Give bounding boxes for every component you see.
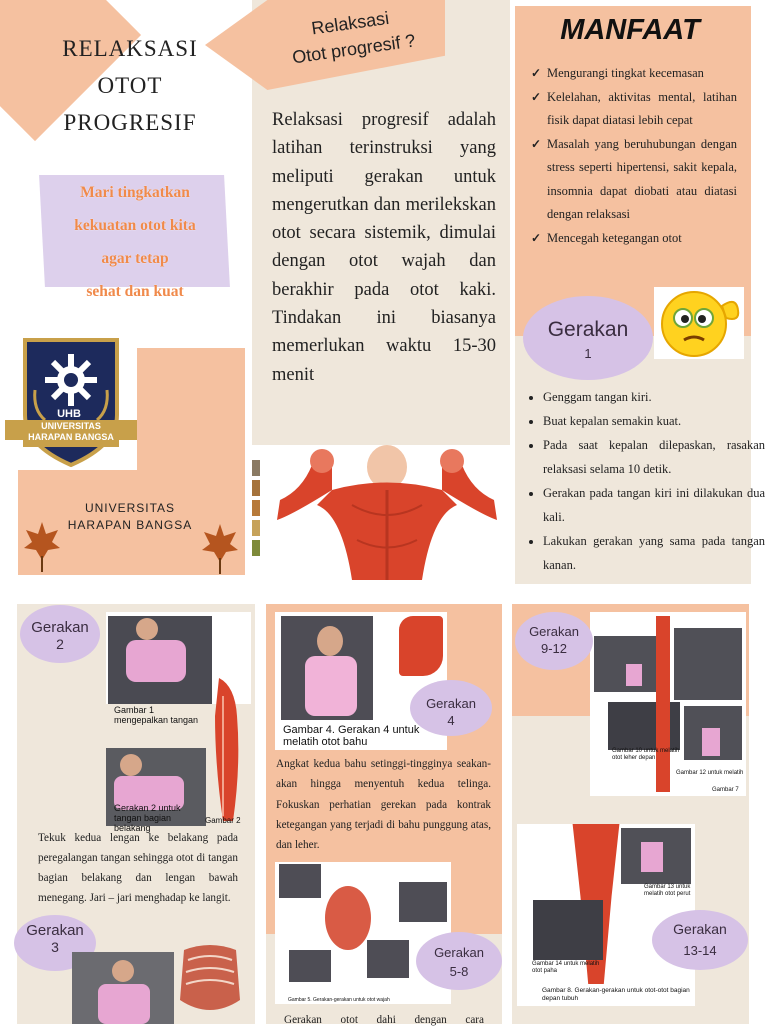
logo-text-universitas: UNIVERSITAS <box>41 421 101 431</box>
muscle-back-illustration <box>272 445 502 580</box>
fig10-caption: Gambar 10 untuk melatih otot leher depan <box>612 748 680 761</box>
ribcage-illustration <box>174 940 246 1018</box>
leaf-icon <box>22 520 62 572</box>
gerakan3-bubble: Gerakan 3 <box>14 915 96 971</box>
fig5-caption: Gambar 5. Gerakan-gerakan untuk otot wajah <box>288 997 390 1003</box>
gerakan4-bubble: Gerakan 4 <box>410 680 492 736</box>
fig13-caption: Gambar 13 untuk melatih otot perut <box>644 884 691 897</box>
confused-emoji-icon <box>656 288 742 358</box>
gerakan912-bubble: Gerakan 9-12 <box>515 612 593 670</box>
list-item: ✓ Mengurangi tingkat kecemasan <box>531 62 737 86</box>
list-item: ✓ Mencegah ketegangan otot <box>531 227 737 251</box>
definition-text: Relaksasi progresif adalah latihan terinstruksi yang meliputi gerakan untuk mengerutkan dan merilekskan otot secara sistemik, dimulai dengan otot wajah dan berakhir pada otot kaki. Tindakan ini biasanya memerlukan waktu 15-30 menit <box>272 110 496 385</box>
list-item: ✓ Masalah yang beruhubungan dengan stress seperti hipertensi, sakit kepala, insomnia dapat diobati atau diatasi dengan relaksasi <box>531 133 737 227</box>
gerakan2-text: Tekuk kedua lengan ke belakang pada peregalangan tangan sehingga otot di tangan bagian belakang dan lengan bawah menegang. Jari – jari menghadap ke langit. <box>38 832 238 904</box>
photo-gerakan13-14 <box>517 824 695 1006</box>
logo-text-harapan: HARAPAN BANGSA <box>28 432 114 442</box>
gerakan2-bubble: Gerakan 2 <box>20 605 100 663</box>
fig12-caption: Gambar 12 untuk melatih <box>676 770 744 776</box>
benefits-heading: MANFAAT <box>560 14 700 46</box>
gerakan1-bubble: Gerakan 1 <box>523 296 653 380</box>
gerakan1314-bubble: Gerakan 13-14 <box>652 910 748 970</box>
list-item: ✓ Kelelahan, aktivitas mental, latihan fisik dapat diatasi lebih cepat <box>531 86 737 133</box>
arm-muscle-illustration <box>205 676 247 826</box>
university-logo <box>5 330 137 470</box>
list-item: • Genggam tangan kiri. <box>543 385 765 409</box>
fig2-label: Gambar 2 <box>205 816 241 825</box>
gerakan5-text: Gerakan otot dahi dengan cara <box>284 1014 484 1026</box>
photo-gerakan3 <box>72 952 174 1024</box>
university-name: UNIVERSITAS HARAPAN BANGSA <box>67 501 193 532</box>
fig2-caption: Gerakan 2 untuk tangan bagian belakang <box>114 803 181 833</box>
list-item: • Pada saat kepalan dilepaskan, rasakan relaksasi selama 10 detik. <box>543 433 765 481</box>
benefits-list <box>531 62 737 250</box>
panel-cover <box>0 0 250 590</box>
photo-face-exercises <box>275 862 451 1004</box>
fig4-caption: Gambar 4. Gerakan 4 untuk melatih otot bahu <box>283 724 420 748</box>
cover-title: RELAKSASI OTOT PROGRESIF <box>62 36 198 135</box>
slogan-text: Mari tingkatkan kekuatan otot kita agar tetap sehat dan kuat <box>74 184 196 300</box>
gerakan1-steps <box>515 385 765 577</box>
logo-backdrop <box>137 348 245 470</box>
leaf-icon <box>200 522 240 574</box>
fig1-caption: Gambar 1 mengepalkan tangan <box>114 705 199 725</box>
gerakan58-bubble: Gerakan 5-8 <box>416 932 502 990</box>
list-item: • Buat kepalan semakin kuat. <box>543 409 765 433</box>
logo-uhb: UHB <box>57 408 81 420</box>
list-item: • Lakukan gerakan yang sama pada tangan kanan. <box>543 529 765 577</box>
gerakan4-text: Angkat kedua bahu setinggi-tingginya seakan-akan hingga menyentuh kedua telinga. Fokuskan perhatian gerekan pada kontrak ketegangan yang terjadi di bahu punggung atas, dan leher. <box>276 758 491 852</box>
fig14-caption: Gambar 14 untuk melatih otot paha <box>532 961 600 974</box>
fig8-caption: Gambar 8. Gerakan-gerakan untuk otot-otot bagian depan tubuh <box>542 987 690 1002</box>
list-item: • Gerakan pada tangan kiri ini dilakukan dua kali. <box>543 481 765 529</box>
fig7-label: Gambar 7 <box>712 787 739 793</box>
swatch-strip <box>252 460 260 575</box>
banner-text: Relaksasi Otot progresif ? <box>290 7 417 68</box>
photo-gerakan9-12 <box>590 612 746 796</box>
